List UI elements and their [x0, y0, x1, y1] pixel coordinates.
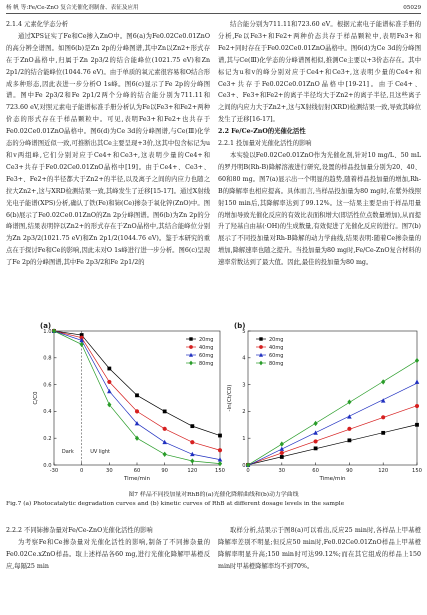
- x-tick-label: 30: [278, 468, 286, 474]
- legend-label: 20mg: [269, 336, 284, 343]
- annotation-dark: Dark: [61, 449, 74, 455]
- section-heading: 2.1.4 元素化学态分析: [6, 21, 69, 28]
- data-point: [162, 440, 167, 444]
- data-point: [280, 455, 284, 459]
- data-point: [280, 441, 284, 446]
- body-paragraph: 取样分析,结果示于图8(a)可以看出,反应25 min时,各样品上甲基橙降解率差别不明显;但反应50 min时,Fe0.02Ce0.01ZnO样品上甲基橙降解率明显升高;150 min时可达99.12%;而在其它组成的样品上150 min时甲基橙降解率均不到70%。: [218, 527, 421, 570]
- data-point: [107, 367, 111, 371]
- data-point: [107, 380, 111, 384]
- legend-label: 20mg: [199, 336, 214, 343]
- legend-label: 80mg: [269, 360, 284, 367]
- y-tick-label: 0.8: [43, 355, 52, 362]
- x-tick-label: 120: [378, 468, 389, 474]
- x-axis-label: Time/min: [319, 476, 346, 482]
- data-point: [107, 389, 112, 393]
- section-heading: 2.2.1 投加量对光催化活性的影响: [218, 140, 312, 148]
- figure-7a: [30, 321, 225, 489]
- text-column-left-bottom: [6, 525, 210, 611]
- y-tick-label: 1.0: [43, 328, 52, 335]
- y-tick-label: 0.2: [43, 436, 52, 442]
- x-tick-label: 0: [80, 468, 84, 474]
- y-tick-label: 0.6: [43, 382, 52, 389]
- y-tick-label: 0.4: [43, 409, 52, 416]
- body-paragraph: 结合能分别为711.11和723.60 eV。根据元素电子能谱标准手册的分析,Fe以Fe3+和Fe2+两种价态共存于样品颗粒中,表明Fe3+和Fe2+同时存在于Fe0.02Ce0.01ZnO晶格中。图6(d)为Ce 3d的分峰图谱,其与Ce(Ⅲ)化学态的分峰谱图相似,推测Ce主要以+3价态存在。其中标记为u和v的峰分别对应于Ce4+和Ce3+,这表明少量的Ce4+和Ce3+共存于Fe0.02Ce0.01ZnO晶格中[19-21]。由于Ce4+、Ce3+、Fe3+和Fe2+的离子半径均大于Zn2+的离子半径,且这些离子之间的内应力大于Zn2+,这与X射线衍射(XRD)检测结果一致,导致其峰位发生了迁移[16-17]。: [218, 21, 421, 124]
- data-point: [381, 431, 385, 435]
- data-point: [190, 440, 194, 444]
- text-column-left-top: [6, 19, 210, 317]
- data-point: [218, 434, 222, 438]
- x-axis-label: Time/min: [123, 476, 151, 482]
- legend-marker: [189, 361, 193, 366]
- x-tick-label: 90: [346, 468, 353, 474]
- text-column-right-bottom: [218, 525, 421, 611]
- figure-caption-zh: 图7 样品不同投加量对RhB的(a)光催化降解曲线和(b)动力学曲线: [128, 492, 299, 498]
- y-tick-label: 0.0: [43, 462, 52, 469]
- series-line-80mg: [54, 331, 220, 464]
- x-tick-label: 30: [106, 468, 113, 474]
- legend-label: 80mg: [199, 360, 214, 367]
- data-point: [415, 423, 419, 427]
- figure-7b: [226, 321, 422, 489]
- degradation-chart: [30, 321, 225, 489]
- x-tick-label: 150: [215, 468, 225, 474]
- legend-label: 60mg: [269, 352, 284, 359]
- legend-label: 40mg: [269, 344, 284, 351]
- data-point: [381, 415, 385, 419]
- data-point: [190, 458, 194, 463]
- body-paragraph: 通过XPS证实了Fe和Ce掺入ZnO中。图6(a)为Fe0.02Ce0.01ZnO的高分辨全谱图。如图6(b)是Zn 2p的分峰图谱,其中Zn以Zn2+形式存在于ZnO晶格中,归属于Zn 2p3/2的结合能峰位(1021.75 eV)和Zn 2p1/2的结合能峰位(1044.76 eV)。由于单质的氧元素很容易和O结合形成多种形态,因此表进一步分析O 1s峰。图6(c)显示了Fe 2p的分峰图谱。图中Fe 2p3/2和Fe 2p1/2两个分峰的结合能分别为711.11和723.60 eV,对照元素电子能谱标准手册分析认为Fe以Fe3+和Fe2+两种价态的形式存在于样品颗粒中。可见,表明Fe3+和Fe2+也共存于Fe0.02Ce0.01ZnO晶格中。图6(d)为Ce 3d的分峰图谱,与Ce(Ⅲ)化学态的分峰谱图近似一致,可推断出其Ce主要呈现+3价,这其中包含标记为u和v两组峰,它们分别对应于Ce4+和Ce3+,这表明少量的Ce4+和Ce3+共存于Fe0.02Ce0.01ZnO晶格中[19]。由于Ce4+、Ce3+、Fe3+、Fe2+的半径都大于Zn2+的半径,以及离子之间的内应力也随之拉大Zn2+,这与XRD检测结果一致,其峰发生了迁移[15-17]。通过X射线光电子能谱(XPS)分析,确认了铁(Fe)和铈(Ce)掺杂于氧化锌(ZnO)中。图6(b)展示了Fe0.02Ce0.01ZnO的Zn 2p分峰图谱。图6(b)为Zn 2p的分峰谱图,结果表明锌以Zn2+的形式存在于ZnO晶格中,其结合能峰位分别为Zn 2p3/2(1021.75 eV)和Zn 2p1/2(1044.76 eV)。鉴于本研究的重点在于探讨Fe和Ce的影响,因此未对O 1s峰进行进一步分析。图6(c)呈现了Fe 2p的分峰图谱,其中Fe 2p3/2和Fe 2p1/2的: [6, 32, 210, 267]
- data-point: [190, 452, 195, 456]
- kinetic-chart: [226, 321, 422, 489]
- x-tick-label: 120: [187, 468, 198, 474]
- data-point: [314, 421, 318, 426]
- figure-caption-en: Fig.7 (a) Photocatalytic degradation curves and (b) kinetic curves of RhB at different dosage levels in the sample: [6, 501, 345, 507]
- data-point: [280, 451, 284, 455]
- data-point: [135, 409, 139, 413]
- x-tick-label: 0: [246, 468, 250, 474]
- x-tick-label: -30: [49, 468, 59, 474]
- data-point: [163, 410, 167, 414]
- data-point: [163, 452, 167, 457]
- data-point: [347, 414, 352, 418]
- y-tick-label: 4: [242, 355, 246, 362]
- y-tick-label: 2: [242, 409, 246, 416]
- y-tick-label: 0: [242, 462, 246, 469]
- panel-label: (b): [234, 322, 246, 330]
- data-point: [218, 461, 222, 466]
- legend-marker: [189, 337, 192, 340]
- legend-marker: [259, 345, 263, 349]
- data-point: [347, 399, 351, 404]
- data-point: [314, 439, 318, 443]
- series-line-40mg: [54, 331, 220, 450]
- y-axis-label: -ln(Ct/C0): [227, 384, 233, 412]
- data-point: [415, 404, 419, 408]
- plot-frame: [54, 331, 220, 465]
- header-title: 杨 帆 等:Fe/Ce-ZnO 复合光催化剂制备、表征及应用: [6, 5, 139, 11]
- data-point: [163, 427, 167, 431]
- y-axis-label: C/C0: [33, 391, 39, 405]
- x-tick-label: 90: [161, 468, 168, 474]
- section-heading: 2.2 Fe/Ce-ZnO的光催化活性: [218, 128, 306, 136]
- body-paragraph: 本实验以Fe0.02Ce0.01ZnO作为光催化剂,针对10 mg/L、50 mL的罗丹明B(Rh-B)降解溶液进行研究,设置的样品投加量分别为20、40、60和80 mg。图7(a)显示出一个明显的趋势,随着样品投加量的增加,Rh-B的降解率也相应提高。具体而言,当样品投加量为80 mg时,在紫外线照射150 min后,其降解率达到了99.12%。这一结果主要是由于样品用量的增加导致光催化反应的有效比表面积增大(即活性位点数量增加),从而提升了羟基自由基(·OH)的生成数量,有效促进了光催化反应的进行。图7(b)展示了不同投加量对Rh-B降解的动力学曲线,结果表明:随着Ce掺杂量的增加,降解速率也随之提升。当投加量为80 mg时,Fe/Ce-ZnO复合材料的速率常数达到了最大值。因此,最佳的投加量为80 mg。: [218, 151, 421, 267]
- data-point: [314, 446, 318, 450]
- section-heading: 2.2.2 不同铈掺杂量对Fe/Ce-ZnO光催化活性的影响: [6, 527, 153, 534]
- x-tick-label: 60: [312, 468, 319, 474]
- legend-marker: [259, 337, 262, 340]
- data-point: [190, 424, 194, 428]
- x-tick-label: 60: [133, 468, 141, 474]
- page-number: 05029: [403, 5, 421, 11]
- legend-label: 60mg: [199, 352, 214, 359]
- body-paragraph: 为考察Fe和Ce掺杂量对光催化活性的影响,制备了不同掺杂量的Fe0.02Ce.xZnO样品。取上述样品各60 mg,进行光催化降解甲基橙反应,每隔25 min: [6, 538, 210, 570]
- annotation-uv: UV light: [90, 449, 110, 455]
- data-point: [381, 379, 385, 384]
- data-point: [313, 430, 318, 434]
- y-tick-label: 1: [242, 436, 246, 442]
- data-point: [218, 448, 222, 452]
- legend-marker: [189, 345, 193, 349]
- data-point: [415, 358, 419, 363]
- x-tick-label: 150: [412, 468, 422, 474]
- legend-marker: [259, 361, 263, 366]
- panel-label: (a): [40, 322, 52, 330]
- data-point: [415, 379, 420, 383]
- running-header: [6, 3, 421, 14]
- y-tick-label: 3: [242, 382, 246, 389]
- fit-line-40mg: [248, 406, 417, 465]
- data-point: [347, 427, 351, 431]
- data-point: [348, 438, 352, 442]
- text-column-right-top: [218, 19, 421, 317]
- legend-label: 40mg: [199, 344, 214, 351]
- fit-line-60mg: [248, 383, 417, 465]
- fit-line-80mg: [248, 361, 417, 465]
- data-point: [135, 393, 139, 397]
- fit-line-20mg: [248, 425, 417, 465]
- y-tick-label: 5: [242, 328, 246, 335]
